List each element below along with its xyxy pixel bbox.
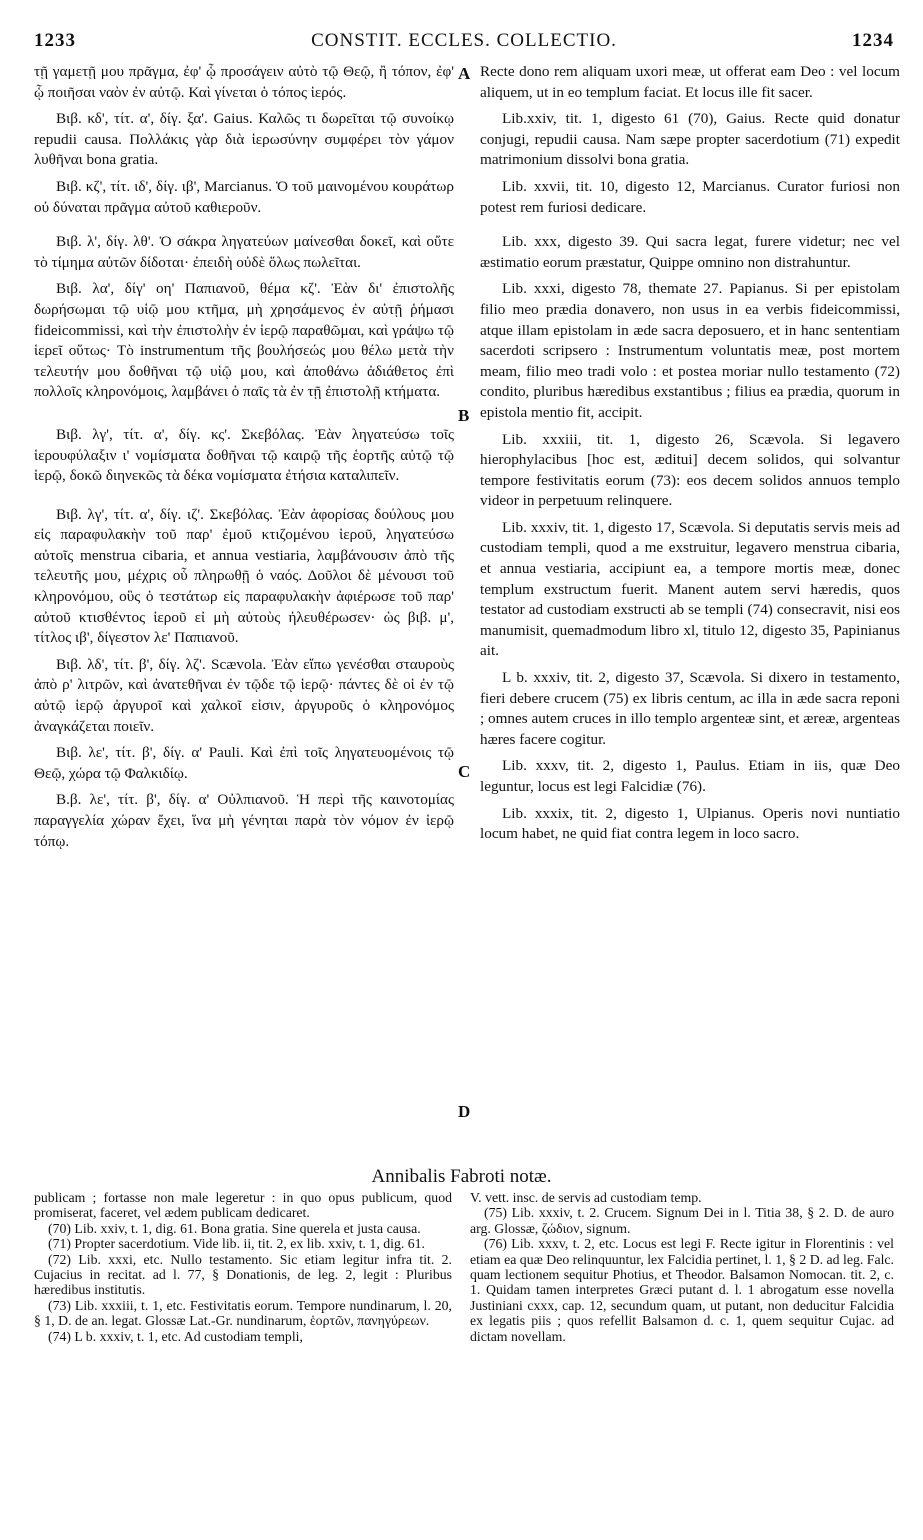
greek-paragraph: τῇ γαμετῇ μου πρᾶγμα, ἐφ' ᾧ προσάγειν αὐτὸ τῷ Θεῷ, ἢ τόπον, ἐφ' ᾧ ποιῆσαι ναὸν ἐν αὐτῷ. Καὶ γίνεται ὁ τόπος ἱερός. (34, 63, 454, 101)
latin-column (480, 62, 900, 851)
greek-paragraph: Βιβ. κζ', τίτ. ιδ', δίγ. ιβ', Marcianus. Ὁ τοῦ μαινομένου κουράτωρ οὐ δύναται πρᾶγμα αὐτοῦ καθιεροῦν. (34, 177, 454, 216)
note-paragraph: (74) L b. xxxiv, t. 1, etc. Ad custodiam templi, (48, 1328, 303, 1344)
margin-marker-d: D (458, 1102, 471, 1121)
page-number-right: 1234 (852, 30, 894, 51)
page-header (34, 30, 894, 60)
page-number-left: 1233 (34, 30, 76, 51)
notes-right-column (470, 1190, 894, 1344)
note-paragraph: publicam ; fortasse non male legeretur : in quo opus publicum, quod promiserat, faceret, vel ædem publicam dedicaret. (34, 1190, 452, 1221)
latin-paragraph: Recte dono rem aliquam uxori meæ, ut offerat eam Deo : vel locum aliquem, ut in eo templum faciat. Et locus ille fit sacer. (480, 63, 900, 101)
greek-column (34, 62, 454, 858)
greek-paragraph: Βιβ. λ', δίγ. λθ'. Ὁ σάκρα ληγατεύων μαίνεσθαι δοκεῖ, καὶ οὔτε τὸ τίμημα αὐτῶν δίδοται· ἐπειδὴ οὐδὲ ὅλως πωλεῖται. (34, 233, 454, 271)
greek-paragraph: Βιβ. λε', τίτ. β', δίγ. α' Pauli. Καὶ ἐπὶ τοῖς ληγατευομένοις τῷ Θεῷ, χώρα τῷ Φαλκιδίῳ. (34, 744, 454, 782)
latin-paragraph: Lib. xxxi, digesto 78, themate 27. Papianus. Si per epistolam filio meo prædia donavero, non usus in ea verbis fideicommissi, atque illam epistolam in æde sacra deposuero, et in hanc sententiam sacerdoti scripsero : Instrumentum voluntatis meæ, post mortem meam, filio meo tradi volo : et postea moriar nullo testamento (72) condito, pluribus hæredibus exstantibus ; filius ea prædia, quorum in epistola mentio fit, accipit. (480, 280, 900, 421)
latin-paragraph: Lib. xxxv, tit. 2, digesto 1, Paulus. Etiam in iis, quæ Deo leguntur, locus est legi Falcidiæ (76). (480, 757, 900, 795)
note-paragraph: (70) Lib. xxiv, t. 1, dig. 61. Bona gratia. Sine querela et justa causa. (48, 1220, 421, 1236)
latin-paragraph: Lib.xxiv, tit. 1, digesto 61 (70), Gaius. Recte quid donatur conjugi, repudii causa. Nam sæpe propter sacerdotium (71) expedit matrimonium dissolvi bona gratia. (480, 110, 900, 169)
notes-title: Annibalis Fabroti notæ. (371, 1166, 552, 1187)
latin-paragraph: Lib. xxx, digesto 39. Qui sacra legat, furere videtur; nec vel æstimatio eorum præstatur, Quippe omnino non distrahuntur. (480, 233, 900, 271)
note-paragraph: (72) Lib. xxxi, etc. Nullo testamento. Sic etiam legitur infra tit. 2. Cujacius in recitat. ad l. 77, § Donationis, de leg. 2, legit : Pluribus hæredibus institutis. (34, 1251, 452, 1298)
note-paragraph: V. vett. insc. de servis ad custodiam temp. (470, 1190, 702, 1205)
greek-paragraph: Βιβ. λγ', τίτ. α', δίγ. ιζ'. Σκεβόλας. Ἐὰν ἀφορίσας δούλους μου εἰς παραφυλακὴν τοῦ παρ' ἐμοῦ κτιζομένου ἱεροῦ, ληγατεύσω αὐτοῖς menstrua cibaria, et annua vestiaria, λαμβάνουσιν ἀπὸ τῆς τελευτῆς μου, μέχρις οὗ πληρωθῇ ὁ ναός. Δοῦλοι δὲ μένουσι τοῦ κληρονόμου, οὓς ὁ τεστάτωρ εἰς παραφυλακὴν ἀφιέρωσε τοῦ παρ' αὐτοῦ κτισθέντος ἱεροῦ εἰ μὴ αὐτοὺς ἠλευθέρωσεν· ὡς βιβ. μ', τίτλος ιβ', δίγεστον λε' Παπιανοῦ. (34, 505, 454, 647)
greek-paragraph: Βιβ. κδ', τίτ. α', δίγ. ξα'. Gaius. Καλῶς τι δωρεῖται τῷ συνοίκῳ repudii causa. Πολλάκις γὰρ διὰ ἱερωσύνην συμφέρει τὸν γάμον λυθῆναι bona gratia. (34, 110, 454, 169)
note-paragraph: (71) Propter sacerdotium. Vide lib. ii, tit. 2, ex lib. xxiv, t. 1, dig. 61. (48, 1236, 426, 1252)
note-paragraph: (75) Lib. xxxiv, t. 2. Crucem. Signum Dei in l. Titia 38, § 2. D. de auro arg. Glossæ, ζώδιον, signum. (470, 1205, 894, 1236)
note-paragraph: (76) Lib. xxxv, t. 2, etc. Locus est legi F. Recte igitur in Florentinis : vel etiam ea quæ Deo relinquuntur, lex Falcidia pertinet, l. 1, § 2 D. ad leg. Falc. quam lectionem sequitur Photius, et Theodor. Balsamon Nomocan. tit. 2, c. 1. Quidam tamen interpretes Græci putant d. l. 1 abrogatum esse novella Justiniani cxxx, cap. 12, secundum quam, ut putant, non deducitur Falcidia ex legatis piis ; quos refellit Balsamon d. c. 1, quem sequitur Cujac. ad dictam novellam. (470, 1236, 894, 1344)
running-title: CONSTIT. ECCLES. COLLECTIO. (311, 30, 617, 51)
margin-marker-a: A (458, 64, 471, 83)
latin-paragraph: Lib. xxvii, tit. 10, digesto 12, Marcianus. Curator furiosi non potest rem furiosi dedicare. (480, 177, 900, 216)
greek-paragraph: Βιβ. λδ', τίτ. β', δίγ. λζ'. Scævola. Ἐὰν εἴπω γενέσθαι σταυροὺς ἀπὸ ρ' λιτρῶν, καὶ ἀνατεθῆναι ἐν τῷδε τῷ ἱερῷ· πάντες δὲ οἱ ἐν τῷ αὐτῷ ἱερῷ ἀργυροῖ καὶ χαλκοῖ εἰσιν, ἀργυροῦς ὁ κληρονόμος ἀναγκάζεται ποιεῖν. (34, 655, 454, 735)
latin-paragraph: Lib. xxxix, tit. 2, digesto 1, Ulpianus. Operis novi nuntiatio locum habet, ne quid fiat contra legem in loco sacro. (480, 804, 900, 843)
note-paragraph: (73) Lib. xxxiii, t. 1, etc. Festivitatis eorum. Tempore nundinarum, l. 20, § 1, D. de an. legat. Glossæ Lat.-Gr. nundinarum, ἑορτῶν, πανηγύρεων. (34, 1297, 452, 1329)
margin-marker-b: B (458, 406, 470, 425)
margin-marker-c: C (458, 762, 471, 781)
main-columns (34, 62, 900, 1162)
latin-paragraph: Lib. xxxiii, tit. 1, digesto 26, Scævola. Si legavero hierophylacibus [hoc est, æditui] decem solidos, qui solvantur tempore festivitatis eorum (73): eos decem solidos annuos templo videor in perpetuum relinquere. (480, 430, 900, 510)
notes-left-column (34, 1190, 452, 1344)
greek-paragraph: Β.β. λε', τίτ. β', δίγ. α' Οὐλπιανοῦ. Ἡ περὶ τῆς καινοτομίας παραγγελία χώραν ἔχει, ἵνα μὴ γένηται παρὰ τὸν νόμον ἐν ἱερῷ τόπῳ. (34, 791, 454, 850)
notes-section (34, 1190, 894, 1530)
greek-paragraph: Βιβ. λα', δίγ' οη' Παπιανοῦ, θέμα κζ'. Ἐὰν δι' ἐπιστολῆς δωρήσωμαι τῷ υἱῷ μου κτῆμα, μὴ χρησάμενος ἐν αὐτῇ ῥήμασι fideicommissi, καὶ τὴν ἐπιστολὴν ἐν ἱερῷ παραθῶμαι, καὶ γράψω τῷ ἱερεῖ οὕτως· Τὸ instrumentum τῆς βουλήσεώς μου θέλω μετὰ τὴν τελευτήν μου δοθῆναι τῷ υἱῷ μου, καὶ ἀποθάνω ἀδιάθετος ἐπὶ πολλοῖς κληρονόμοις, λαμβάνει ὁ παῖς τὰ ἐν τῇ ἐπιστολῇ κτήματα. (34, 280, 454, 401)
latin-paragraph: Lib. xxxiv, tit. 1, digesto 17, Scævola. Si deputatis servis meis ad custodiam templi, quod a me exstruitur, legavero menstrua cibaria, et annua vestiaria, accipiunt ea, a tempore mortis meæ, donec templum exstructum fuerit. Manent autem servi hæredis, quos testator ad custodiam exstructi ab se templi (74) consecravit, nisi eos manumisit, quemadmodum libro xl, titulo 12, digesto 35, Papinianus ait. (480, 518, 900, 660)
latin-paragraph: L b. xxxiv, tit. 2, digesto 37, Scævola. Si dixero in testamento, fieri debere crucem (75) ex libris centum, ac illa in æde sacra reponi ; omnes autem cruces in illo templo argenteæ sint, et æreæ, argenteas hæres facere cogitur. (480, 669, 900, 748)
greek-paragraph: Βιβ. λγ', τίτ. α', δίγ. κς'. Σκεβόλας. Ἐὰν ληγατεύσω τοῖς ἱερουφύλαξιν ι' νομίσματα δοθῆναι τῷ καιρῷ τῆς ἑορτῆς αὐτῷ τῷ ἱερῷ, δοκῶ διηνεκῶς τὰ δέκα νομίσματα ἐτήσια καταλιπεῖν. (34, 425, 454, 485)
